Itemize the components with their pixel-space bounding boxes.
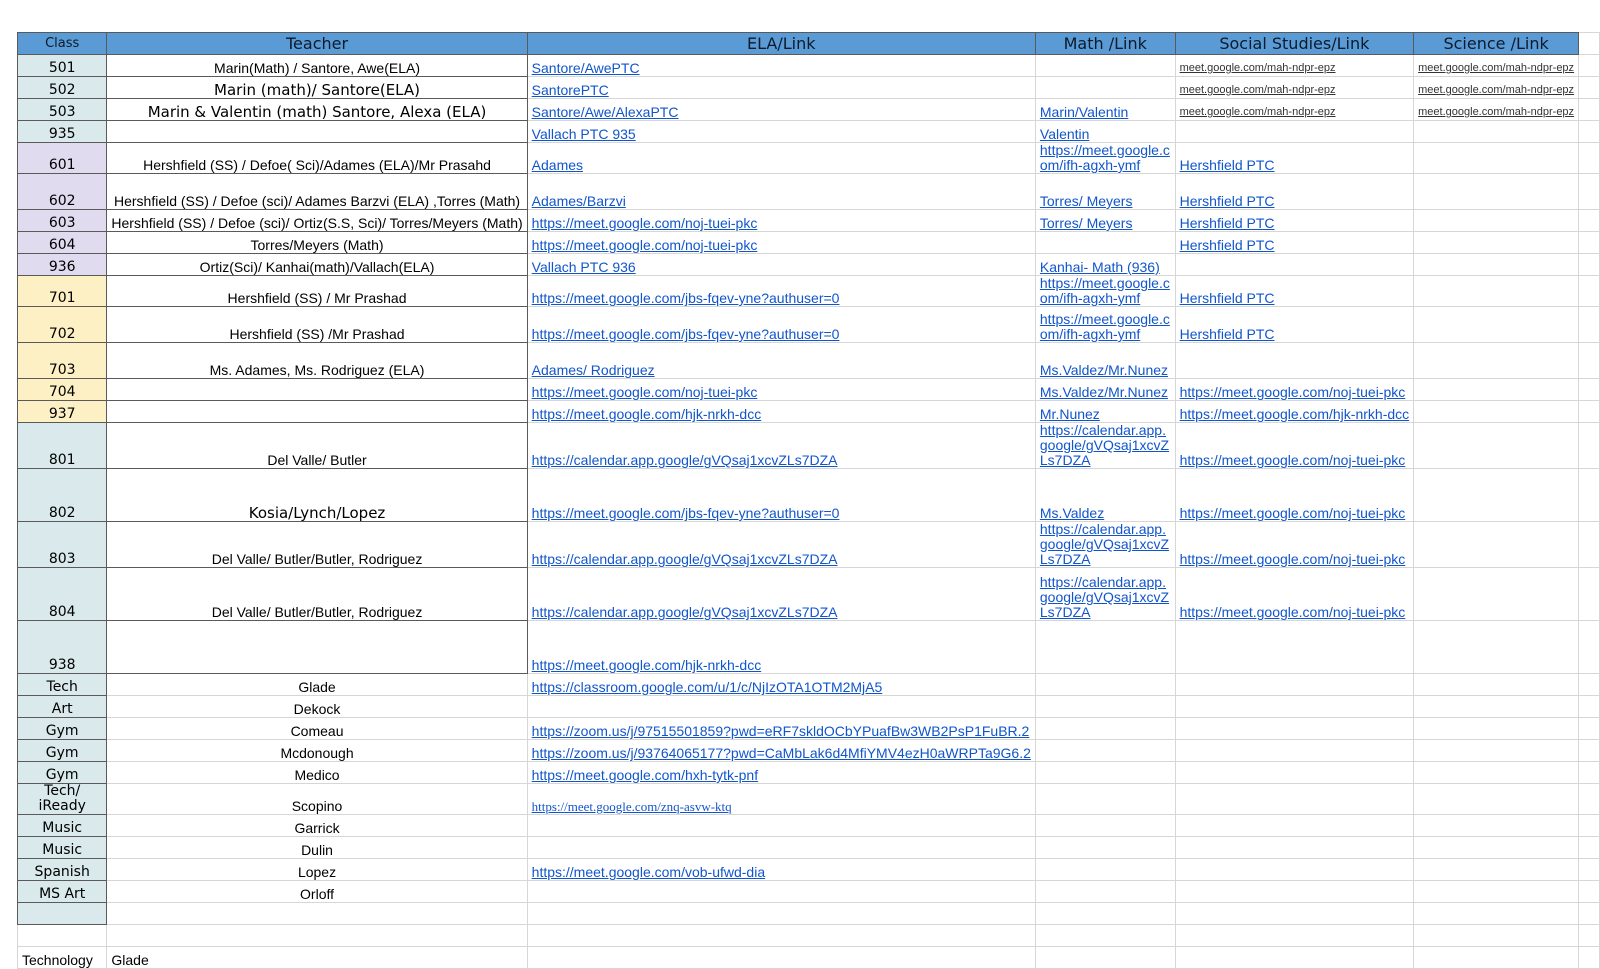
ela-link-cell[interactable]: https://zoom.us/j/93764065177?pwd=CaMbLak6d4MfiYMV4ezH0aWRPTa9G6.2 xyxy=(527,740,1035,762)
social-studies-link-cell[interactable] xyxy=(1175,674,1414,696)
ela-link-cell[interactable]: https://meet.google.com/hjk-nrkh-dcc xyxy=(527,401,1035,423)
teacher-cell[interactable]: Glade xyxy=(107,947,527,969)
table-row xyxy=(18,903,1600,925)
ela-link-cell[interactable]: SantorePTC xyxy=(527,77,1035,99)
ela-link-cell[interactable]: https://calendar.app.google/gVQsaj1xcvZLs7DZA xyxy=(527,568,1035,621)
social-studies-link-cell[interactable]: https://meet.google.com/noj-tuei-pkc xyxy=(1175,568,1414,621)
table-row xyxy=(18,522,1600,568)
ela-link-cell[interactable]: https://zoom.us/j/97515501859?pwd=eRF7skldOCbYPuafBw3WB2PsP1FuBR.2 xyxy=(527,718,1035,740)
class-cell[interactable]: Music xyxy=(18,815,107,837)
empty-cell[interactable] xyxy=(1579,143,1600,174)
math-link-cell[interactable] xyxy=(1035,947,1175,969)
science-link-cell[interactable] xyxy=(1414,143,1579,174)
empty-cell[interactable] xyxy=(1579,947,1600,969)
empty-cell[interactable] xyxy=(1579,881,1600,903)
class-cell[interactable]: MS Art xyxy=(18,881,107,903)
science-link-cell[interactable] xyxy=(1414,784,1579,815)
teacher-cell[interactable]: Marin(Math) / Santore, Awe(ELA) xyxy=(107,55,527,77)
math-link-cell[interactable]: Ms.Valdez xyxy=(1035,469,1175,522)
math-link-cell[interactable] xyxy=(1035,784,1175,815)
math-link-cell[interactable]: Marin/Valentin xyxy=(1035,99,1175,121)
ela-link-cell[interactable]: Vallach PTC 936 xyxy=(527,254,1035,276)
ela-link-cell[interactable]: https://classroom.google.com/u/1/c/NjIzOTA1OTM2MjA5 xyxy=(527,674,1035,696)
class-cell[interactable]: 936 xyxy=(18,254,107,276)
column-header-social-studies-link[interactable]: Social Studies/Link xyxy=(1175,33,1414,55)
teacher-cell[interactable]: Del Valle/ Butler/Butler, Rodriguez xyxy=(107,522,527,568)
teacher-cell[interactable]: Marin (math)/ Santore(ELA) xyxy=(107,77,527,99)
schedule-table xyxy=(17,32,1600,969)
science-link-cell[interactable]: meet.google.com/mah-ndpr-epz xyxy=(1414,55,1579,77)
teacher-cell[interactable]: Orloff xyxy=(107,881,527,903)
science-link-cell[interactable] xyxy=(1414,210,1579,232)
class-cell[interactable]: 935 xyxy=(18,121,107,143)
ela-link-cell[interactable] xyxy=(527,696,1035,718)
empty-cell[interactable] xyxy=(1579,254,1600,276)
teacher-cell[interactable]: Dekock xyxy=(107,696,527,718)
teacher-cell[interactable]: Scopino xyxy=(107,784,527,815)
ela-link-cell[interactable]: https://meet.google.com/hjk-nrkh-dcc xyxy=(527,621,1035,674)
social-studies-link-cell[interactable] xyxy=(1175,254,1414,276)
empty-cell[interactable] xyxy=(1579,55,1600,77)
class-cell[interactable]: Spanish xyxy=(18,859,107,881)
empty-cell[interactable] xyxy=(1579,307,1600,343)
math-link-cell[interactable]: https://calendar.app.google/gVQsaj1xcvZLs7DZA xyxy=(1035,568,1175,621)
class-cell[interactable]: 802 xyxy=(18,469,107,522)
science-link-cell[interactable] xyxy=(1414,307,1579,343)
math-link-cell[interactable]: Ms.Valdez/Mr.Nunez xyxy=(1035,379,1175,401)
empty-cell[interactable] xyxy=(1579,210,1600,232)
science-link-cell[interactable] xyxy=(1414,522,1579,568)
science-link-cell[interactable] xyxy=(1414,469,1579,522)
empty-cell[interactable] xyxy=(1579,903,1600,925)
empty-cell[interactable] xyxy=(1579,423,1600,469)
class-cell[interactable]: Gym xyxy=(18,762,107,784)
teacher-cell[interactable]: Hershfield (SS) / Defoe (sci)/ Adames Barzvi (ELA) ,Torres (Math) xyxy=(107,174,527,210)
social-studies-link-cell[interactable]: https://meet.google.com/noj-tuei-pkc xyxy=(1175,469,1414,522)
empty-cell[interactable] xyxy=(1579,174,1600,210)
science-link-cell[interactable] xyxy=(1414,423,1579,469)
teacher-cell[interactable]: Dulin xyxy=(107,837,527,859)
empty-cell[interactable] xyxy=(1579,469,1600,522)
header-row xyxy=(18,33,1600,55)
science-link-cell[interactable] xyxy=(1414,815,1579,837)
empty-cell[interactable] xyxy=(1579,740,1600,762)
science-link-cell[interactable] xyxy=(1414,232,1579,254)
science-link-cell[interactable] xyxy=(1414,762,1579,784)
math-link-cell[interactable] xyxy=(1035,674,1175,696)
science-link-cell[interactable]: meet.google.com/mah-ndpr-epz xyxy=(1414,99,1579,121)
math-link-cell[interactable]: Torres/ Meyers xyxy=(1035,174,1175,210)
math-link-cell[interactable]: Valentin xyxy=(1035,121,1175,143)
science-link-cell[interactable] xyxy=(1414,947,1579,969)
ela-link-cell[interactable]: https://meet.google.com/noj-tuei-pkc xyxy=(527,379,1035,401)
class-cell[interactable]: Music xyxy=(18,837,107,859)
teacher-cell[interactable]: Hershfield (SS) / Mr Prashad xyxy=(107,276,527,307)
empty-cell[interactable] xyxy=(1579,77,1600,99)
table-row xyxy=(18,621,1600,674)
class-cell[interactable]: Tech xyxy=(18,674,107,696)
math-link-cell[interactable] xyxy=(1035,621,1175,674)
table-row xyxy=(18,276,1600,307)
teacher-cell[interactable]: Garrick xyxy=(107,815,527,837)
empty-cell[interactable] xyxy=(1579,522,1600,568)
math-link-cell[interactable]: https://calendar.app.google/gVQsaj1xcvZLs7DZA xyxy=(1035,423,1175,469)
ela-link-cell[interactable]: Santore/AwePTC xyxy=(527,55,1035,77)
science-link-cell[interactable] xyxy=(1414,254,1579,276)
class-cell[interactable]: 603 xyxy=(18,210,107,232)
social-studies-link-cell[interactable] xyxy=(1175,925,1414,947)
math-link-cell[interactable] xyxy=(1035,696,1175,718)
class-cell[interactable]: 703 xyxy=(18,343,107,379)
class-cell[interactable]: 702 xyxy=(18,307,107,343)
class-cell[interactable]: Art xyxy=(18,696,107,718)
teacher-cell[interactable]: Glade xyxy=(107,674,527,696)
class-cell[interactable]: 501 xyxy=(18,55,107,77)
math-link-cell[interactable]: https://calendar.app.google/gVQsaj1xcvZLs7DZA xyxy=(1035,522,1175,568)
class-cell[interactable]: 938 xyxy=(18,621,107,674)
science-link-cell[interactable] xyxy=(1414,859,1579,881)
ela-link-cell[interactable]: https://meet.google.com/jbs-fqev-yne?authuser=0 xyxy=(527,307,1035,343)
table-row xyxy=(18,881,1600,903)
science-link-cell[interactable] xyxy=(1414,174,1579,210)
math-link-cell[interactable]: https://meet.google.com/ifh-agxh-ymf xyxy=(1035,276,1175,307)
empty-cell[interactable] xyxy=(1579,568,1600,621)
table-row xyxy=(18,718,1600,740)
table-row xyxy=(18,674,1600,696)
teacher-cell[interactable]: Torres/Meyers (Math) xyxy=(107,232,527,254)
science-link-cell[interactable] xyxy=(1414,881,1579,903)
math-link-cell[interactable] xyxy=(1035,815,1175,837)
class-cell[interactable]: 602 xyxy=(18,174,107,210)
column-header-math-link[interactable]: Math /Link xyxy=(1035,33,1175,55)
table-row xyxy=(18,99,1600,121)
empty-cell[interactable] xyxy=(1579,784,1600,815)
science-link-cell[interactable]: meet.google.com/mah-ndpr-epz xyxy=(1414,77,1579,99)
social-studies-link-cell[interactable]: Hershfield PTC xyxy=(1175,276,1414,307)
table-row xyxy=(18,77,1600,99)
empty-cell[interactable] xyxy=(1579,837,1600,859)
table-row xyxy=(18,401,1600,423)
table-row xyxy=(18,174,1600,210)
ela-link-cell[interactable]: Santore/Awe/AlexaPTC xyxy=(527,99,1035,121)
empty-cell[interactable] xyxy=(1579,232,1600,254)
social-studies-link-cell[interactable] xyxy=(1175,696,1414,718)
ela-link-cell[interactable] xyxy=(527,815,1035,837)
teacher-cell[interactable]: Del Valle/ Butler xyxy=(107,423,527,469)
table-row xyxy=(18,815,1600,837)
ela-link-cell[interactable] xyxy=(527,925,1035,947)
table-row xyxy=(18,210,1600,232)
ela-link-cell[interactable]: Adames/ Rodriguez xyxy=(527,343,1035,379)
table-row xyxy=(18,947,1600,969)
teacher-cell[interactable] xyxy=(107,621,527,674)
class-cell[interactable] xyxy=(18,903,107,925)
math-link-cell[interactable] xyxy=(1035,232,1175,254)
social-studies-link-cell[interactable] xyxy=(1175,621,1414,674)
math-link-cell[interactable]: Ms.Valdez/Mr.Nunez xyxy=(1035,343,1175,379)
ela-link-cell[interactable]: https://meet.google.com/vob-ufwd-dia xyxy=(527,859,1035,881)
class-cell[interactable]: 601 xyxy=(18,143,107,174)
class-cell[interactable]: 803 xyxy=(18,522,107,568)
social-studies-link-cell[interactable]: https://meet.google.com/noj-tuei-pkc xyxy=(1175,423,1414,469)
class-cell[interactable]: Tech/ iReady xyxy=(18,784,107,815)
table-row xyxy=(18,423,1600,469)
empty-cell[interactable] xyxy=(1579,379,1600,401)
empty-cell[interactable] xyxy=(1579,925,1600,947)
ela-link-cell[interactable] xyxy=(527,881,1035,903)
table-row xyxy=(18,784,1600,815)
teacher-cell[interactable]: Hershfield (SS) /Mr Prashad xyxy=(107,307,527,343)
class-cell[interactable]: 804 xyxy=(18,568,107,621)
ela-link-cell[interactable] xyxy=(527,947,1035,969)
table-row xyxy=(18,925,1600,947)
ela-link-cell[interactable]: https://meet.google.com/jbs-fqev-yne?authuser=0 xyxy=(527,469,1035,522)
science-link-cell[interactable] xyxy=(1414,740,1579,762)
teacher-cell[interactable]: Del Valle/ Butler/Butler, Rodriguez xyxy=(107,568,527,621)
teacher-cell[interactable] xyxy=(107,903,527,925)
social-studies-link-cell[interactable]: Hershfield PTC xyxy=(1175,307,1414,343)
teacher-cell[interactable]: Lopez xyxy=(107,859,527,881)
empty-cell[interactable] xyxy=(1579,343,1600,379)
table-row xyxy=(18,232,1600,254)
science-link-cell[interactable] xyxy=(1414,718,1579,740)
math-link-cell[interactable] xyxy=(1035,903,1175,925)
ela-link-cell[interactable]: https://calendar.app.google/gVQsaj1xcvZLs7DZA xyxy=(527,522,1035,568)
empty-cell[interactable] xyxy=(1579,621,1600,674)
teacher-cell[interactable]: Hershfield (SS) / Defoe( Sci)/Adames (ELA)/Mr Prasahd xyxy=(107,143,527,174)
math-link-cell[interactable] xyxy=(1035,718,1175,740)
social-studies-link-cell[interactable]: Hershfield PTC xyxy=(1175,143,1414,174)
empty-cell[interactable] xyxy=(1579,674,1600,696)
math-link-cell[interactable] xyxy=(1035,881,1175,903)
science-link-cell[interactable] xyxy=(1414,696,1579,718)
table-row xyxy=(18,121,1600,143)
social-studies-link-cell[interactable] xyxy=(1175,881,1414,903)
table-row xyxy=(18,568,1600,621)
science-link-cell[interactable] xyxy=(1414,343,1579,379)
social-studies-link-cell[interactable] xyxy=(1175,815,1414,837)
ela-link-cell[interactable]: Adames xyxy=(527,143,1035,174)
empty-cell[interactable] xyxy=(1579,276,1600,307)
empty-cell[interactable] xyxy=(1579,401,1600,423)
math-link-cell[interactable] xyxy=(1035,837,1175,859)
teacher-cell[interactable] xyxy=(107,401,527,423)
math-link-cell[interactable] xyxy=(1035,77,1175,99)
ela-link-cell[interactable]: https://calendar.app.google/gVQsaj1xcvZLs7DZA xyxy=(527,423,1035,469)
social-studies-link-cell[interactable]: Hershfield PTC xyxy=(1175,232,1414,254)
social-studies-link-cell[interactable] xyxy=(1175,718,1414,740)
social-studies-link-cell[interactable]: Hershfield PTC xyxy=(1175,210,1414,232)
ela-link-cell[interactable]: https://meet.google.com/znq-asvw-ktq xyxy=(527,784,1035,815)
teacher-cell[interactable]: Hershfield (SS) / Defoe (sci)/ Ortiz(S.S, Sci)/ Torres/Meyers (Math) xyxy=(107,210,527,232)
teacher-cell[interactable]: Mcdonough xyxy=(107,740,527,762)
math-link-cell[interactable] xyxy=(1035,859,1175,881)
ela-link-cell[interactable]: https://meet.google.com/jbs-fqev-yne?authuser=0 xyxy=(527,276,1035,307)
teacher-cell[interactable] xyxy=(107,925,527,947)
table-row xyxy=(18,837,1600,859)
ela-link-cell[interactable] xyxy=(527,903,1035,925)
ela-link-cell[interactable]: Vallach PTC 935 xyxy=(527,121,1035,143)
class-cell[interactable]: Technology xyxy=(18,947,107,969)
social-studies-link-cell[interactable]: meet.google.com/mah-ndpr-epz xyxy=(1175,55,1414,77)
math-link-cell[interactable] xyxy=(1035,55,1175,77)
social-studies-link-cell[interactable] xyxy=(1175,762,1414,784)
ela-link-cell[interactable]: https://meet.google.com/hxh-tytk-pnf xyxy=(527,762,1035,784)
science-link-cell[interactable] xyxy=(1414,379,1579,401)
ela-link-cell[interactable] xyxy=(527,837,1035,859)
teacher-cell[interactable] xyxy=(107,379,527,401)
social-studies-link-cell[interactable]: https://meet.google.com/noj-tuei-pkc xyxy=(1175,379,1414,401)
math-link-cell[interactable] xyxy=(1035,762,1175,784)
column-header-teacher[interactable]: Teacher xyxy=(107,33,527,55)
class-cell[interactable]: 701 xyxy=(18,276,107,307)
science-link-cell[interactable] xyxy=(1414,837,1579,859)
social-studies-link-cell[interactable] xyxy=(1175,947,1414,969)
social-studies-link-cell[interactable] xyxy=(1175,740,1414,762)
social-studies-link-cell[interactable] xyxy=(1175,343,1414,379)
social-studies-link-cell[interactable]: Hershfield PTC xyxy=(1175,174,1414,210)
math-link-cell[interactable]: https://meet.google.com/ifh-agxh-ymf xyxy=(1035,143,1175,174)
table-row xyxy=(18,740,1600,762)
social-studies-link-cell[interactable]: meet.google.com/mah-ndpr-epz xyxy=(1175,77,1414,99)
table-row xyxy=(18,343,1600,379)
class-cell[interactable]: Gym xyxy=(18,740,107,762)
teacher-cell[interactable]: Marin & Valentin (math) Santore, Alexa (ELA) xyxy=(107,99,527,121)
science-link-cell[interactable] xyxy=(1414,621,1579,674)
social-studies-link-cell[interactable] xyxy=(1175,837,1414,859)
math-link-cell[interactable]: Torres/ Meyers xyxy=(1035,210,1175,232)
social-studies-link-cell[interactable] xyxy=(1175,859,1414,881)
column-header-science-link[interactable]: Science /Link xyxy=(1414,33,1579,55)
class-cell[interactable] xyxy=(18,925,107,947)
math-link-cell[interactable] xyxy=(1035,925,1175,947)
empty-cell[interactable] xyxy=(1579,718,1600,740)
table-row xyxy=(18,379,1600,401)
math-link-cell[interactable]: Mr.Nunez xyxy=(1035,401,1175,423)
empty-cell[interactable] xyxy=(1579,815,1600,837)
table-row xyxy=(18,254,1600,276)
empty-cell[interactable] xyxy=(1579,99,1600,121)
class-cell[interactable]: Gym xyxy=(18,718,107,740)
class-cell[interactable]: 801 xyxy=(18,423,107,469)
science-link-cell[interactable] xyxy=(1414,674,1579,696)
teacher-cell[interactable]: Ms. Adames, Ms. Rodriguez (ELA) xyxy=(107,343,527,379)
science-link-cell[interactable] xyxy=(1414,903,1579,925)
table-row xyxy=(18,859,1600,881)
math-link-cell[interactable] xyxy=(1035,740,1175,762)
social-studies-link-cell[interactable]: meet.google.com/mah-ndpr-epz xyxy=(1175,99,1414,121)
class-cell[interactable]: 937 xyxy=(18,401,107,423)
class-cell[interactable]: 502 xyxy=(18,77,107,99)
science-link-cell[interactable] xyxy=(1414,568,1579,621)
column-header-ela-link[interactable]: ELA/Link xyxy=(527,33,1035,55)
science-link-cell[interactable] xyxy=(1414,276,1579,307)
column-header-class[interactable]: Class xyxy=(18,33,107,55)
teacher-cell[interactable]: Kosia/Lynch/Lopez xyxy=(107,469,527,522)
social-studies-link-cell[interactable] xyxy=(1175,121,1414,143)
spreadsheet xyxy=(17,32,1600,969)
class-cell[interactable]: 604 xyxy=(18,232,107,254)
class-cell[interactable]: 704 xyxy=(18,379,107,401)
column-header-extra[interactable] xyxy=(1579,33,1600,55)
social-studies-link-cell[interactable]: https://meet.google.com/hjk-nrkh-dcc xyxy=(1175,401,1414,423)
ela-link-cell[interactable]: https://meet.google.com/noj-tuei-pkc xyxy=(527,210,1035,232)
ela-link-cell[interactable]: https://meet.google.com/noj-tuei-pkc xyxy=(527,232,1035,254)
class-cell[interactable]: 503 xyxy=(18,99,107,121)
social-studies-link-cell[interactable] xyxy=(1175,903,1414,925)
social-studies-link-cell[interactable] xyxy=(1175,784,1414,815)
teacher-cell[interactable] xyxy=(107,121,527,143)
science-link-cell[interactable] xyxy=(1414,925,1579,947)
table-row xyxy=(18,696,1600,718)
math-link-cell[interactable]: https://meet.google.com/ifh-agxh-ymf xyxy=(1035,307,1175,343)
science-link-cell[interactable] xyxy=(1414,401,1579,423)
table-row xyxy=(18,307,1600,343)
empty-cell[interactable] xyxy=(1579,762,1600,784)
ela-link-cell[interactable]: Adames/Barzvi xyxy=(527,174,1035,210)
social-studies-link-cell[interactable]: https://meet.google.com/noj-tuei-pkc xyxy=(1175,522,1414,568)
teacher-cell[interactable]: Ortiz(Sci)/ Kanhai(math)/Vallach(ELA) xyxy=(107,254,527,276)
table-row xyxy=(18,55,1600,77)
table-row xyxy=(18,143,1600,174)
teacher-cell[interactable]: Comeau xyxy=(107,718,527,740)
empty-cell[interactable] xyxy=(1579,859,1600,881)
teacher-cell[interactable]: Medico xyxy=(107,762,527,784)
science-link-cell[interactable] xyxy=(1414,121,1579,143)
empty-cell[interactable] xyxy=(1579,121,1600,143)
math-link-cell[interactable]: Kanhai- Math (936) xyxy=(1035,254,1175,276)
table-row xyxy=(18,762,1600,784)
table-row xyxy=(18,469,1600,522)
empty-cell[interactable] xyxy=(1579,696,1600,718)
